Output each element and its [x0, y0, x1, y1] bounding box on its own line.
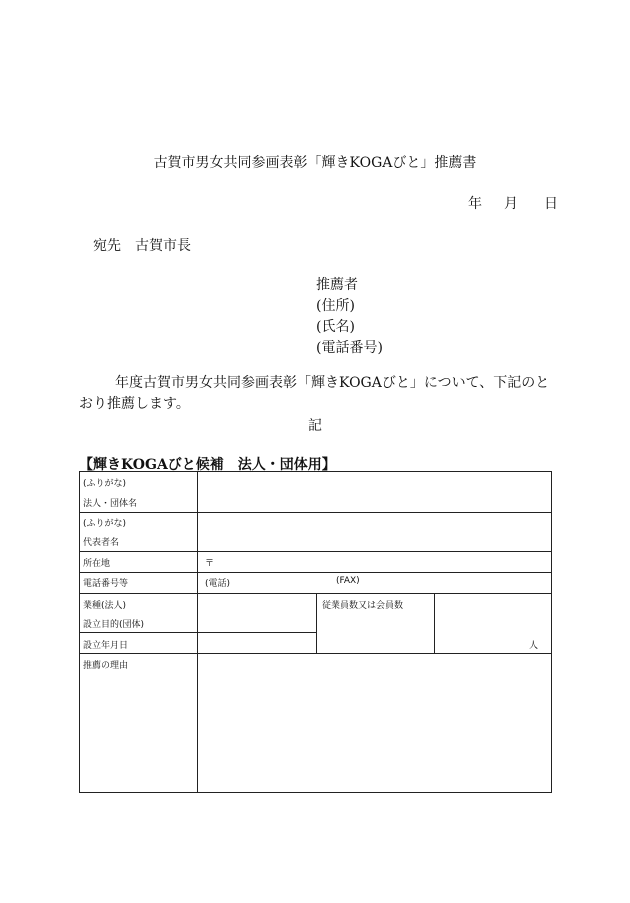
date-year: 年	[468, 196, 482, 212]
furigana-label: (ふりがな)	[83, 519, 127, 529]
row-divider	[80, 512, 551, 513]
rep-name-label: 代表者名	[83, 538, 120, 548]
candidate-form-table	[79, 471, 552, 793]
address-label: 所在地	[83, 559, 111, 569]
reason-label: 推薦の理由	[83, 661, 129, 671]
column-divider	[197, 472, 198, 792]
recommender-name: (氏名)	[316, 319, 355, 335]
date-day: 日	[544, 196, 558, 212]
date-month: 月	[504, 196, 518, 212]
ki-heading: 記	[308, 418, 322, 434]
form-table-title: 【輝きKOGAびと候補 法人・団体用】	[79, 457, 336, 473]
date-line	[468, 193, 558, 213]
business-label: 業種(法人)	[83, 601, 127, 611]
body-paragraph: 年度古賀市男女共同参画表彰「輝きKOGAびと」について、下記のとおり推薦します。	[79, 375, 550, 412]
furigana-label: (ふりがな)	[83, 479, 127, 489]
row-divider	[80, 551, 551, 552]
people-unit: 人	[529, 641, 539, 651]
addressee-line	[93, 235, 191, 255]
row-divider	[80, 572, 551, 573]
fax-sub-label: (FAX)	[336, 576, 360, 586]
purpose-label: 設立目的(団体)	[83, 620, 145, 630]
row-divider	[80, 653, 551, 654]
org-name-label: 法人・団体名	[83, 499, 138, 509]
phone-sub-label: (電話)	[205, 579, 231, 589]
recommender-address: (住所)	[316, 298, 355, 314]
employees-label: 従業員数又は会員数	[322, 601, 404, 611]
established-label: 設立年月日	[83, 641, 129, 651]
recommender-heading: 推薦者	[316, 277, 358, 293]
column-divider	[316, 593, 317, 653]
postal-mark: 〒	[205, 559, 215, 569]
page-title: 古賀市男女共同参画表彰「輝きKOGAびと」推薦書	[153, 155, 477, 171]
row-divider	[80, 632, 316, 633]
addressee-name: 古賀市長	[135, 238, 191, 254]
phone-label: 電話番号等	[83, 579, 129, 589]
addressee-label: 宛先	[93, 238, 121, 254]
recommender-phone: (電話番号)	[316, 340, 383, 356]
column-divider	[434, 593, 435, 653]
